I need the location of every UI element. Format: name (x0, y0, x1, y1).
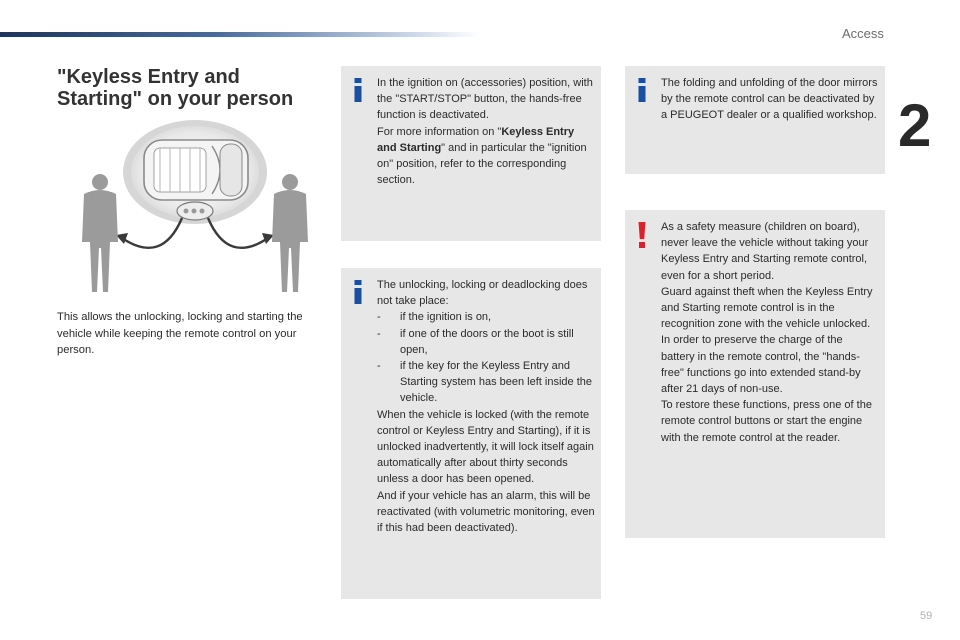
keyless-illustration (70, 120, 320, 300)
person-right-icon (272, 174, 308, 292)
page-number: 59 (920, 610, 933, 622)
unlocking-conditions-list (377, 309, 595, 406)
warning-panel-safety (625, 210, 885, 538)
remote-key-icon (177, 202, 213, 220)
section-label: Access (842, 26, 884, 41)
car-top-view-icon (144, 140, 248, 200)
info-panel-ignition (341, 66, 601, 241)
unlocking-intro: The unlocking, locking or deadlocking does not take place: (377, 279, 588, 308)
unlocking-paragraph-2: When the vehicle is locked (with the remote control or Keyless Entry and Starting), if it is unlocked inadvertently, it will lock itself again automatically after about thirty seconds unless a door has been opened. (377, 408, 594, 486)
info-panel-unlocking (341, 268, 601, 599)
title-line-1: "Keyless Entry and (57, 66, 240, 88)
info-icon (353, 78, 363, 102)
info-icon (353, 280, 363, 304)
person-left-icon (82, 174, 118, 292)
info-icon (637, 78, 647, 102)
info-panel-mirrors (625, 66, 885, 174)
safety-paragraph-4: To restore these functions, press one of the remote control buttons or start the engine with the remote control at the reader. (661, 399, 872, 444)
warning-icon (637, 222, 647, 248)
ignition-paragraph-2: For more information on "Keyless Entry and Starting" and in particular the "ignition on" position, refer to the corresponding section. (377, 125, 587, 187)
header-bar (0, 32, 480, 37)
intro-text: This allows the unlocking, locking and starting the vehicle while keeping the remote control on your person. (57, 311, 303, 356)
safety-paragraph-3: In order to preserve the charge of the battery in the remote control, the "hands-free" functions go into extended stand-by after 21 days of non-use. (661, 334, 861, 396)
unlocking-paragraph-3: And if your vehicle has an alarm, this will be reactivated (with volumetric monitoring, even if this had been deactivated). (377, 489, 595, 535)
safety-paragraph-1: As a safety measure (children on board), never leave the vehicle without taking your Keyless Entry and Starting remote control, even for a short period. (661, 221, 869, 282)
list-item: - if one of the doors or the boot is still open, (377, 327, 574, 356)
title-line-2: Starting" on your person (57, 88, 294, 110)
mirrors-text: The folding and unfolding of the door mirrors by the remote control can be deactivated by a PEUGEOT dealer or a qualified workshop. (661, 77, 878, 122)
list-item: - if the key for the Keyless Entry and Starting system has been left inside the vehicle. (377, 360, 592, 405)
safety-paragraph-2: Guard against theft when the Keyless Entry and Starting remote control is in the recognition zone with the vehicle unlocked. (661, 285, 873, 331)
list-item: - if the ignition is on, (377, 311, 492, 324)
ignition-paragraph-1: In the ignition on (accessories) position, with the "START/STOP" button, the hands-free function is deactivated. (377, 77, 593, 122)
chapter-number: 2 (898, 92, 932, 159)
page-title (57, 66, 327, 110)
